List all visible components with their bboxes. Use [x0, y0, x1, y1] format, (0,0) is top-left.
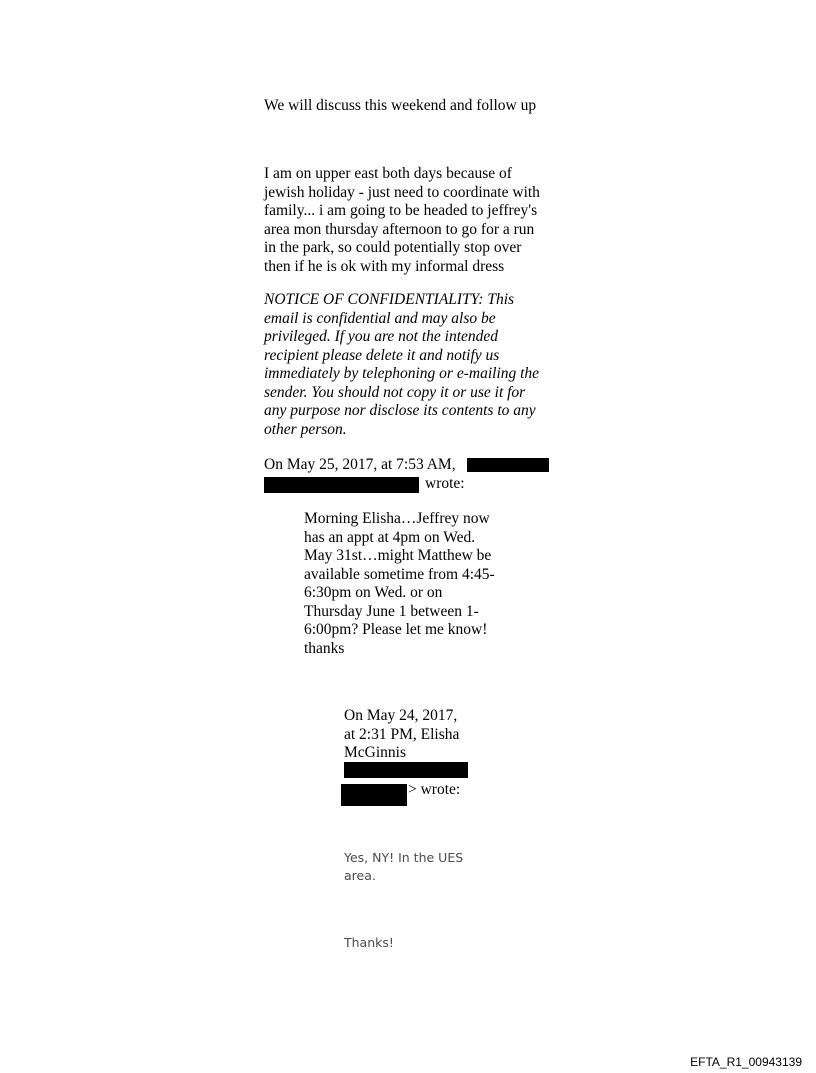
redaction-box-elisha-email	[344, 762, 468, 778]
redaction-box-sender-email	[264, 477, 419, 493]
redaction-box-sender-name	[467, 458, 549, 472]
quoted-message-1: Morning Elisha…Jeffrey now has an appt at 4pm on Wed. May 31st…might Matthew be available sometime from 4:45- 6:30pm on Wed. or on Thursday June 1 between 1- 6:00pm? Please let me know! thanks	[304, 510, 495, 657]
document-id-footer: EFTA_R1_00943139	[690, 1055, 802, 1069]
quoted-message-2-thanks: Thanks!	[344, 935, 394, 950]
email-body-paragraph: I am on upper east both days because of jewish holiday - just need to coordinate with family... i am going to be headed to jeffrey's area mon thursday afternoon to go for a run in the park, so could potentially stop over then if he is ok with my informal dress	[264, 165, 540, 275]
confidentiality-notice: NOTICE OF CONFIDENTIALITY: This email is confidential and may also be privileged. If you are not the intended recipient please delete it and notify us immediately by telephoning or e-mailing the sender. You should not copy it or use it for any purpose nor disclose its contents to any other person.	[264, 291, 540, 438]
quoted-header-2-wrote: > wrote:	[408, 781, 461, 798]
quoted-message-2-body: Yes, NY! In the UES area.	[344, 850, 464, 883]
quoted-header-1-line1: On May 25, 2017, at 7:53 AM,	[264, 456, 456, 473]
redaction-box-elisha-email-domain	[341, 784, 407, 806]
quoted-header-1-line2: wrote:	[425, 475, 465, 492]
email-line-discussion: We will discuss this weekend and follow up	[264, 97, 537, 114]
quoted-header-2: On May 24, 2017, at 2:31 PM, Elisha McGinnis	[344, 707, 460, 761]
